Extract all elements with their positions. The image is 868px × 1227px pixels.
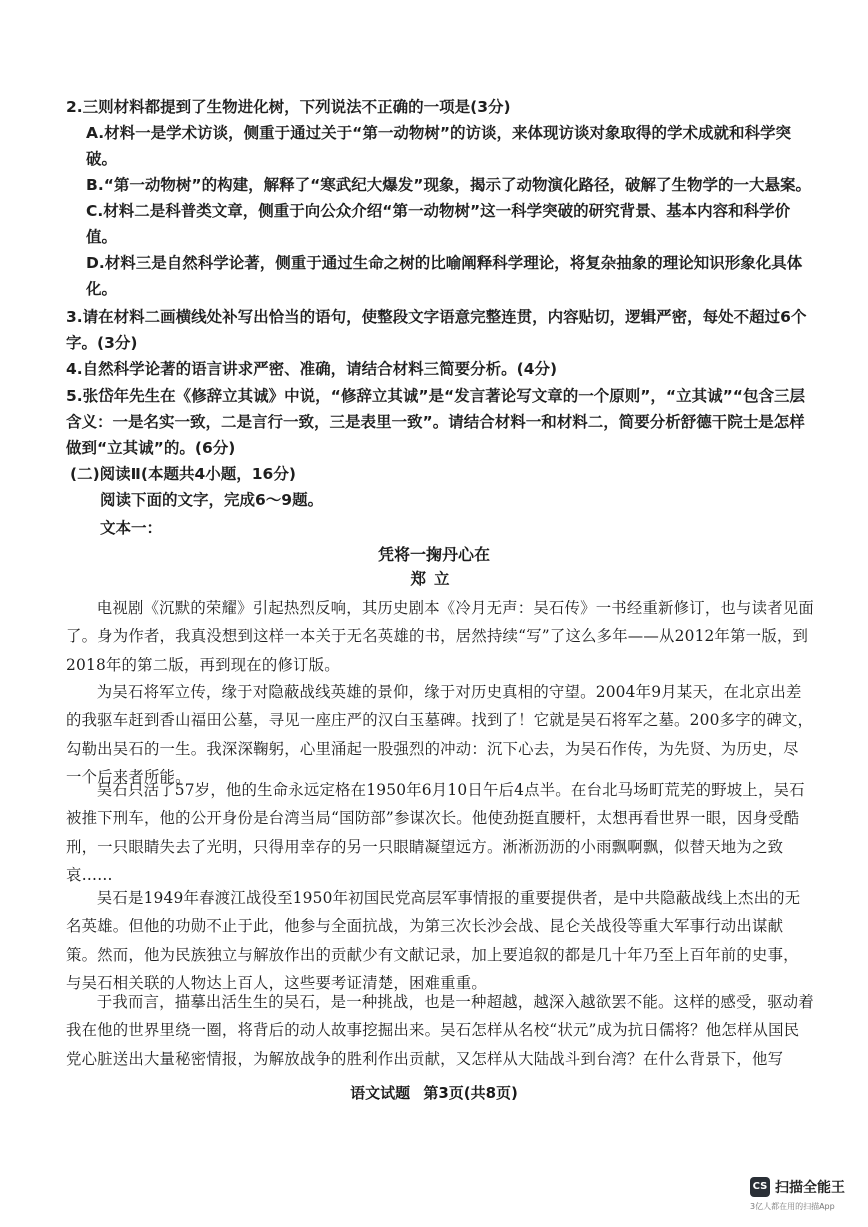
question-4: 4.自然科学论著的语言讲求严密、准确，请结合材料三简要分析。(4分) [66, 360, 558, 378]
page-footer [0, 1082, 868, 1103]
article-paragraph-5: 于我而言，描摹出活生生的吴石，是一种挑战，也是一种超越，越深入越欲罢不能。这样的感受，驱动着我在他的世界里绕一圈，将背后的动人故事挖掘出来。吴石怎样从名校“状元”成为抗日儒将？他怎样从国民党心脏送出大量秘密情报，为解放战争的胜利作出贡献，又怎样从大陆战斗到台湾？在什么背景下，他写 [66, 993, 814, 1068]
question-2-option-c: C.材料二是科普类文章，侧重于向公众介绍“第一动物树”这一科学突破的研究背景、基本内容和科学价值。 [86, 202, 791, 246]
article-paragraph-1: 电视剧《沉默的荣耀》引起热烈反响，其历史剧本《冷月无声：吴石传》一书经重新修订，也与读者见面了。身为作者，我真没想到这样一本关于无名英雄的书，居然持续“写”了这么多年——从2012年第一版，到2018年的第二版，再到现在的修订版。 [66, 599, 814, 674]
watermark-tagline: 3亿人都在用的扫描App [750, 1202, 835, 1211]
footer-page-number: 第3页(共8页) [423, 1084, 518, 1102]
question-2-option-b: B.“第一动物树”的构建，解释了“寒武纪大爆发”现象，揭示了动物演化路径，破解了生物学的一大悬案。 [86, 176, 811, 194]
question-3: 3.请在材料二画横线处补写出恰当的语句，使整段文字语意完整连贯，内容贴切，逻辑严密，每处不超过6个字。(3分) [66, 308, 807, 352]
section-heading: (二)阅读Ⅱ(本题共4小题，16分) [70, 465, 296, 483]
article-title: 凭将一掬丹心在 [377, 545, 490, 564]
article-author: 郑立 [410, 570, 458, 588]
question-2-stem: 2.三则材料都提到了生物进化树，下列说法不正确的一项是(3分) [66, 98, 511, 116]
scanner-watermark [750, 1175, 860, 1215]
text-label: 文本一： [100, 519, 163, 537]
question-2-option-a: A.材料一是学术访谈，侧重于通过关于“第一动物树”的访谈，来体现访谈对象取得的学术成就和科学突破。 [86, 124, 792, 168]
footer-subject: 语文试题 [350, 1084, 411, 1102]
watermark-app-name: 扫描全能王 [775, 1180, 845, 1196]
question-5: 5.张岱年先生在《修辞立其诚》中说，“修辞立其诚”是“发言著论写文章的一个原则”，“立其诚”“包含三层含义：一是名实一致，二是言行一致，三是表里一致”。请结合材料一和材料二，简要分析舒德干院士是怎样做到“立其诚”的。(6分) [66, 387, 805, 457]
article-paragraph-2: 为吴石将军立传，缘于对隐蔽战线英雄的景仰，缘于对历史真相的守望。2004年9月某天，在北京出差的我驱车赶到香山福田公墓，寻见一座庄严的汉白玉墓碑。找到了！它就是吴石将军之墓。200多字的碑文，勾勒出吴石的一生。我深深鞠躬，心里涌起一股强烈的冲动：沉下心去，为吴石作传，为先贤、为历史，尽一个后来者所能。 [66, 683, 814, 787]
article-paragraph-3: 吴石只活了57岁，他的生命永远定格在1950年6月10日午后4点半。在台北马场町荒芜的野坡上，吴石被推下刑车，他的公开身份是台湾当局“国防部”参谋次长。他使劲挺直腰杆，太想再看世界一眼，因身受酷刑，一只眼睛失去了光明，只得用幸存的另一只眼睛凝望远方。淅淅沥沥的小雨飘啊飘，似替天地为之致哀…… [66, 781, 805, 885]
article-paragraph-4: 吴石是1949年春渡江战役至1950年初国民党高层军事情报的重要提供者，是中共隐蔽战线上杰出的无名英雄。但他的功勋不止于此，他参与全面抗战，为第三次长沙会战、昆仑关战役等重大军事行动出谋献策。然而，他为民族独立与解放作出的贡献少有文献记录，加上要追叙的都是几十年乃至上百年前的史事，与吴石相关联的人物达上百人，这些要考证清楚，困难重重。 [66, 889, 801, 993]
section-instruction: 阅读下面的文字，完成6～9题。 [100, 491, 324, 509]
question-2-option-d: D.材料三是自然科学论著，侧重于通过生命之树的比喻阐释科学理论，将复杂抽象的理论知识形象化具体化。 [86, 254, 803, 298]
camscanner-logo-icon: CS [750, 1177, 770, 1197]
